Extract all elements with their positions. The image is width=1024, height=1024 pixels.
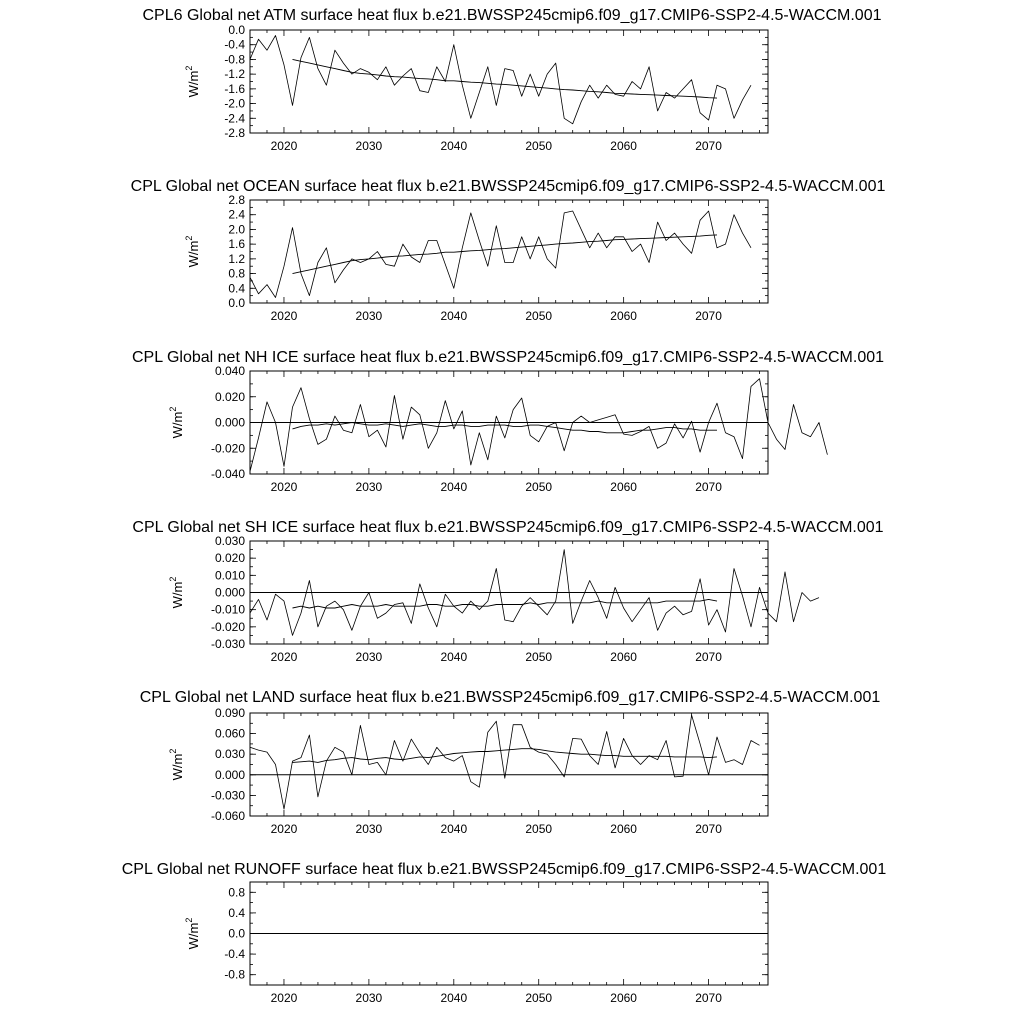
x-tick-label: 2070 (695, 480, 722, 494)
x-tick-label: 2060 (610, 991, 637, 1005)
y-tick-label: 0.040 (214, 364, 245, 378)
chart-panel-2 (131, 178, 886, 323)
x-tick-label: 2070 (695, 309, 722, 323)
chart-title: CPL Global net LAND surface heat flux b.e21.BWSSP245cmip6.f09_g17.CMIP6-SSP2-4.5-WACCM.001 (139, 689, 881, 706)
y-tick-label: -0.020 (210, 619, 245, 634)
y-tick-label: 0.0 (228, 23, 245, 37)
chart-panel-4 (132, 519, 883, 664)
y-tick-label: -0.060 (210, 809, 245, 823)
y-axis-label-unit: W/m (186, 70, 201, 98)
x-tick-label: 2040 (440, 991, 468, 1005)
y-axis-label-unit: W/m (170, 581, 185, 609)
y-tick-label: 0.8 (228, 266, 245, 281)
x-tick-label: 2030 (355, 139, 383, 153)
series-running-mean-line (293, 599, 718, 608)
y-tick-label: -0.030 (210, 788, 245, 803)
x-tick-label: 2020 (270, 139, 298, 153)
series-annual-line (250, 36, 751, 124)
y-tick-label: 0.8 (228, 885, 245, 900)
y-tick-label: 0.010 (214, 568, 245, 583)
chart-panel-5 (140, 689, 881, 836)
y-axis-label-unit: W/m (186, 922, 201, 950)
y-axis-label (168, 577, 185, 609)
x-tick-label: 2070 (695, 650, 722, 664)
x-tick-label: 2060 (610, 139, 637, 153)
x-tick-label: 2050 (525, 309, 553, 323)
y-axis-label-unit: W/m (186, 240, 201, 268)
y-axis-label-superscript: 2 (168, 576, 178, 582)
y-tick-label: 1.6 (228, 237, 245, 252)
x-tick-label: 2020 (270, 650, 298, 664)
y-tick-label: 2.4 (228, 207, 245, 222)
chart-title: CPL6 Global net ATM surface heat flux b.e21.BWSSP245cmip6.f09_g17.CMIP6-SSP2-4.5-WACCM.001 (142, 7, 882, 24)
y-tick-label: -1.2 (224, 67, 245, 82)
x-tick-label: 2030 (355, 822, 383, 836)
x-tick-label: 2040 (440, 139, 468, 153)
y-tick-label: -2.4 (224, 111, 245, 126)
y-tick-label: 1.2 (228, 251, 245, 266)
chart-panel-1 (142, 7, 881, 153)
y-tick-label: 0.030 (214, 534, 245, 548)
x-tick-label: 2070 (695, 139, 722, 153)
y-axis-label-superscript: 2 (168, 406, 178, 412)
x-tick-label: 2060 (610, 480, 637, 494)
y-tick-label: 0.020 (214, 389, 245, 404)
x-tick-label: 2030 (355, 480, 383, 494)
x-tick-label: 2020 (270, 991, 298, 1005)
y-axis-label (184, 918, 201, 950)
x-tick-label: 2060 (610, 309, 637, 323)
y-tick-label: -1.6 (224, 81, 245, 96)
y-axis-label-superscript: 2 (184, 917, 194, 923)
x-tick-label: 2040 (440, 650, 468, 664)
chart-title: CPL Global net NH ICE surface heat flux b.e21.BWSSP245cmip6.f09_g17.CMIP6-SSP2-4.5-WACCM.001 (131, 349, 885, 366)
y-axis-label-superscript: 2 (184, 65, 194, 71)
y-axis-label-superscript: 2 (184, 235, 194, 241)
y-tick-label: -0.020 (210, 441, 245, 456)
series-annual-line (250, 715, 760, 809)
series-running-mean-line (293, 423, 718, 433)
y-tick-label: 0.090 (214, 706, 245, 720)
y-axis-label (184, 66, 201, 98)
y-tick-label: 0.0 (228, 296, 245, 310)
y-tick-label: 0.0 (228, 926, 245, 941)
y-axis-label-unit: W/m (170, 411, 185, 439)
chart-title: CPL Global net SH ICE surface heat flux b.e21.BWSSP245cmip6.f09_g17.CMIP6-SSP2-4.5-WACCM.001 (132, 519, 884, 536)
y-tick-label: -0.8 (224, 52, 245, 67)
y-tick-label: 0.030 (214, 747, 245, 762)
y-tick-label: -2.0 (224, 96, 245, 111)
x-tick-label: 2020 (270, 309, 298, 323)
y-axis-label (184, 236, 201, 268)
y-tick-label: -0.8 (224, 967, 245, 982)
y-tick-label: -0.4 (224, 37, 245, 52)
y-tick-label: -2.8 (224, 126, 245, 140)
y-axis-label (168, 749, 185, 781)
y-tick-label: 0.060 (214, 726, 245, 741)
y-tick-label: 0.4 (228, 905, 245, 920)
y-tick-label: 0.4 (228, 281, 245, 296)
series-annual-line (250, 211, 751, 298)
x-tick-label: 2050 (525, 822, 553, 836)
y-tick-label: 2.8 (228, 193, 245, 207)
chart-title: CPL Global net RUNOFF surface heat flux b.e21.BWSSP245cmip6.f09_g17.CMIP6-SSP2-4.5-WACCM.001 (121, 861, 887, 878)
y-axis-label (168, 407, 185, 439)
y-tick-label: 2.0 (228, 222, 245, 237)
y-tick-label: 0.020 (214, 551, 245, 566)
x-tick-label: 2070 (695, 991, 722, 1005)
x-tick-label: 2030 (355, 650, 383, 664)
y-tick-label: -0.030 (210, 637, 245, 651)
x-tick-label: 2030 (355, 991, 383, 1005)
y-tick-label: 0.000 (214, 767, 245, 782)
x-tick-label: 2040 (440, 822, 468, 836)
x-tick-label: 2050 (525, 650, 553, 664)
y-tick-label: -0.040 (210, 467, 245, 481)
x-tick-label: 2030 (355, 309, 383, 323)
chart-panel-3 (132, 349, 884, 494)
y-tick-label: 0.000 (214, 415, 245, 430)
y-axis-label-superscript: 2 (168, 748, 178, 754)
x-tick-label: 2050 (525, 991, 553, 1005)
series-running-mean-line (293, 59, 718, 98)
plot-frame (250, 713, 768, 816)
x-tick-label: 2020 (270, 480, 298, 494)
x-tick-label: 2020 (270, 822, 298, 836)
x-tick-label: 2040 (440, 480, 468, 494)
x-tick-label: 2070 (695, 822, 722, 836)
x-tick-label: 2050 (525, 480, 553, 494)
x-tick-label: 2040 (440, 309, 468, 323)
x-tick-label: 2060 (610, 822, 637, 836)
x-tick-label: 2050 (525, 139, 553, 153)
y-tick-label: -0.010 (210, 602, 245, 617)
chart-title: CPL Global net OCEAN surface heat flux b.e21.BWSSP245cmip6.f09_g17.CMIP6-SSP2-4.5-WACCM.001 (130, 178, 886, 195)
x-tick-label: 2060 (610, 650, 637, 664)
y-tick-label: -0.4 (224, 947, 245, 962)
chart-panel-6 (122, 861, 887, 1005)
y-axis-label-unit: W/m (170, 753, 185, 781)
y-tick-label: 0.000 (214, 585, 245, 600)
